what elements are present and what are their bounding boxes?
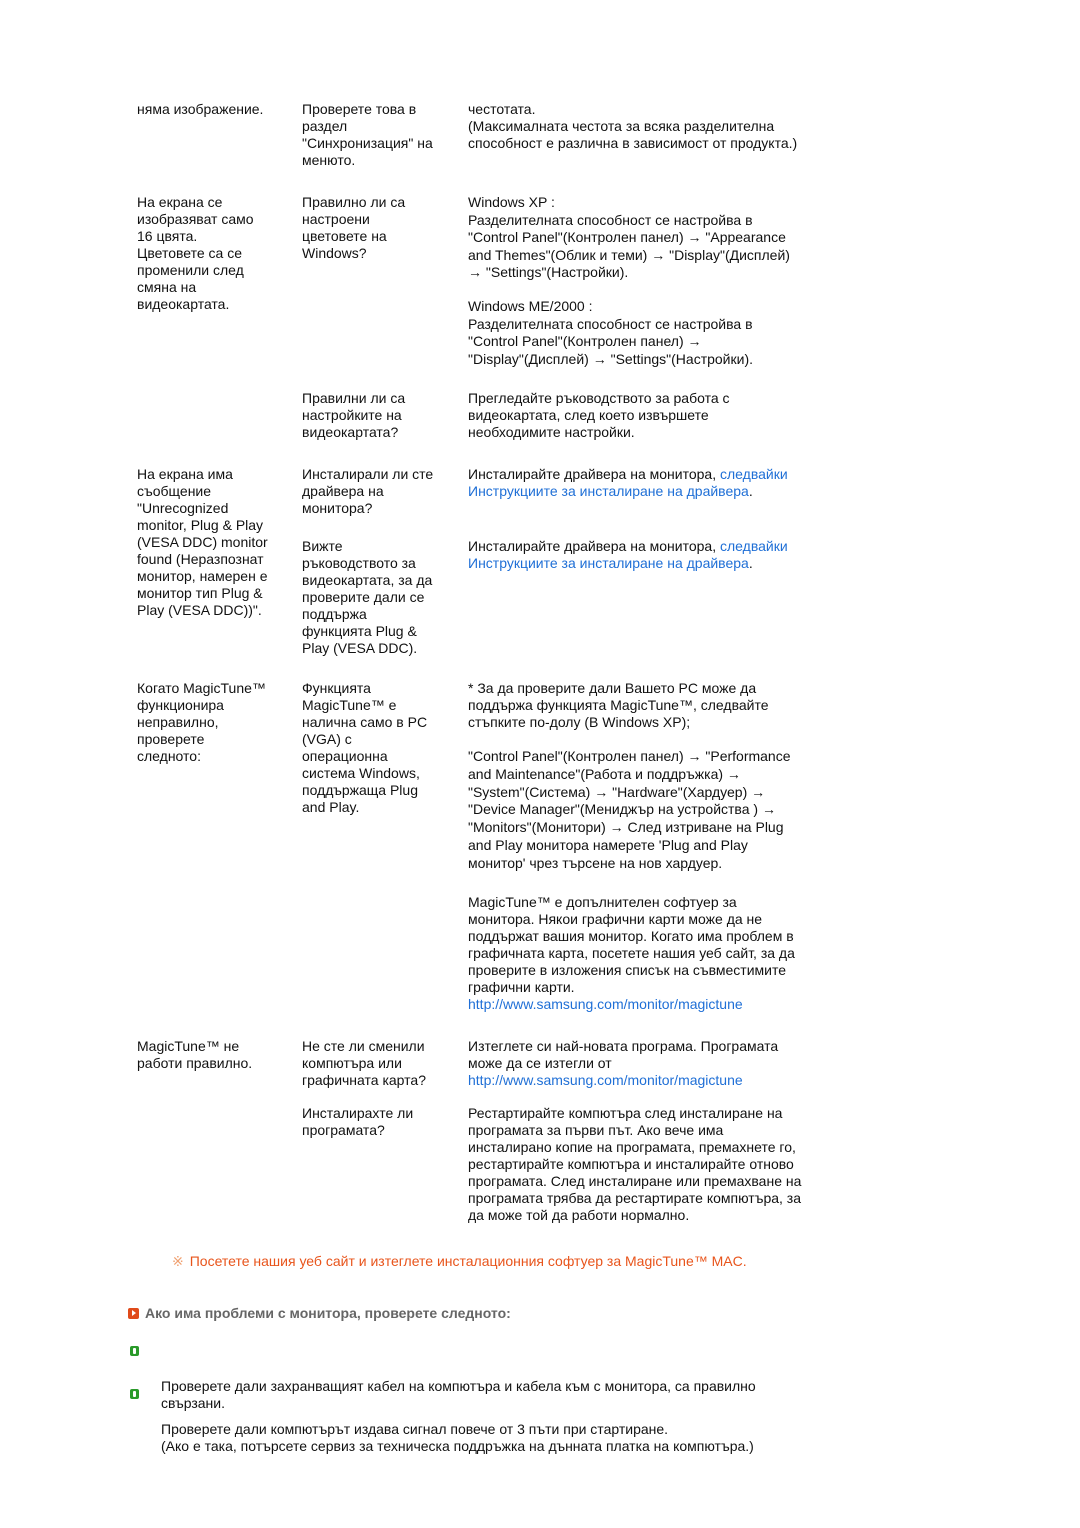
check: Не сте ли сменили компютъра или графичната карта? bbox=[302, 1038, 426, 1088]
solution: Прегледайте ръководството за работа с видеокартата, след което извършете необходимите настройки. bbox=[468, 390, 730, 440]
list-item bbox=[130, 1387, 821, 1472]
arrow-square-icon bbox=[128, 1308, 139, 1319]
driver-instructions-link[interactable]: Инструкциите за инсталиране на драйвера bbox=[468, 483, 749, 499]
check: Правилно ли са настроени цветовете на Windows? bbox=[302, 194, 406, 261]
bullet-icon bbox=[130, 1346, 139, 1356]
solution: * За да проверите дали Вашето PC може да поддържа функцията MagicTune™, следвайте стъпките по-долу (В Windows XP); bbox=[468, 680, 769, 730]
section-heading bbox=[128, 1305, 511, 1322]
solution: Рестартирайте компютъра след инсталиране на програмата за първи път. Ако вече има инсталирано копие на програмата, премахнете го, рестартирайте компютъра и инсталирайте отново програмата. След инсталиране или премахване на програмата трябва да рестартирате компютъра, за да може той да работи нормално. bbox=[468, 1105, 802, 1223]
list-item-text: Проверете дали захранващият кабел на компютъра и кабела към с монитора, са правилно свързани. bbox=[161, 1378, 756, 1411]
solution: честотата. (Максималната честота за всяка разделителна способност е различна в зависимост от продукта.) bbox=[468, 101, 798, 151]
symptom: Когато MagicTune™ функционира неправилно, проверете следното: bbox=[137, 680, 266, 764]
solution: MagicTune™ е допълнителен софтуер за монитора. Някои графични карти може да не поддържат вашия монитор. Когато има проблем в графичната карта, посетете нашия уеб сайт, за да проверите в изложения списък на съвместимите графични карти. bbox=[468, 894, 795, 995]
magictune-link[interactable]: http://www.samsung.com/monitor/magictune bbox=[468, 996, 743, 1012]
check: Инсталирали ли сте драйвера на монитора? bbox=[302, 466, 434, 516]
period: . bbox=[748, 483, 753, 499]
driver-link[interactable]: следвайки bbox=[720, 538, 788, 554]
symptom: няма изображение. bbox=[137, 101, 264, 117]
mac-note bbox=[172, 1253, 747, 1270]
note-mark-icon: ※ bbox=[172, 1253, 184, 1269]
symptom: На екрана се изобразяват само 16 цвята. Цветовете са се променили след смяна на видеокартата. bbox=[137, 194, 254, 312]
solution-text: Инсталирайте драйвера на монитора, bbox=[468, 538, 720, 554]
period: . bbox=[748, 555, 753, 571]
check: Проверете това в раздел "Синхронизация" на менюто. bbox=[302, 101, 433, 168]
check: Вижте ръководството за видеокартата, за да проверите дали се поддържа функцията Plug & Play (VESA DDC). bbox=[302, 538, 433, 656]
driver-instructions-link[interactable]: Инструкциите за инсталиране на драйвера bbox=[468, 555, 749, 571]
check: Правилни ли са настройките на видеокартата? bbox=[302, 390, 406, 440]
bullet-icon bbox=[130, 1389, 139, 1399]
section-heading-text: Ако има проблеми с монитора, проверете следното: bbox=[145, 1305, 511, 1321]
solution: "Control Panel"(Контролен панел) → "Performance and Maintenance"(Работа и поддръжка) → "System"(Система) → "Hardware"(Хардуер) → "Device Manager"(Мениджър на устройства ) → "Monitors"(Монитори) → След изтриване на Plug and Play монитора намерете 'Plug and Play монитор' чрез търсене на нов хардуер. bbox=[468, 748, 791, 871]
list-item-text: Проверете дали компютърът издава сигнал повече от 3 пъти при стартиране. (Ако е така, потърсете сервиз за техническа поддръжка на дънната платка на компютъра.) bbox=[161, 1421, 754, 1454]
solution: Windows ME/2000 : Разделителната способност се настройва в "Control Panel"(Контролен панел) → "Display"(Дисплей) → "Settings"(Настройки). bbox=[468, 298, 753, 367]
symptom: MagicTune™ не работи правилно. bbox=[137, 1038, 253, 1071]
solution-text: Инсталирайте драйвера на монитора, bbox=[468, 466, 720, 482]
magictune-link[interactable]: http://www.samsung.com/monitor/magictune bbox=[468, 1072, 743, 1088]
driver-link[interactable]: следвайки bbox=[720, 466, 788, 482]
solution bbox=[468, 466, 818, 500]
solution bbox=[468, 538, 818, 572]
symptom: На екрана има съобщение "Unrecognized monitor, Plug & Play (VESA DDC) monitor found (Неразпознат монитор, намерен е монитор тип Plug & Play (VESA DDC))". bbox=[137, 466, 268, 618]
solution: Изтеглете си най-новата програма. Програмата може да се изтегли от bbox=[468, 1038, 779, 1071]
check: Функцията MagicTune™ е налична само в PC (VGA) с операционна система Windows, поддържаща Plug and Play. bbox=[302, 680, 428, 815]
solution: Windows XP : Разделителната способност се настройва в "Control Panel"(Контролен панел) → "Appearance and Themes"(Облик и теми) → "Display"(Дисплей) → "Settings"(Настройки). bbox=[468, 194, 790, 280]
check: Инсталирахте ли програмата? bbox=[302, 1105, 414, 1138]
note-text: Посетете нашия уеб сайт и изтеглете инсталационния софтуер за MagicTune™ MAC. bbox=[189, 1253, 747, 1269]
